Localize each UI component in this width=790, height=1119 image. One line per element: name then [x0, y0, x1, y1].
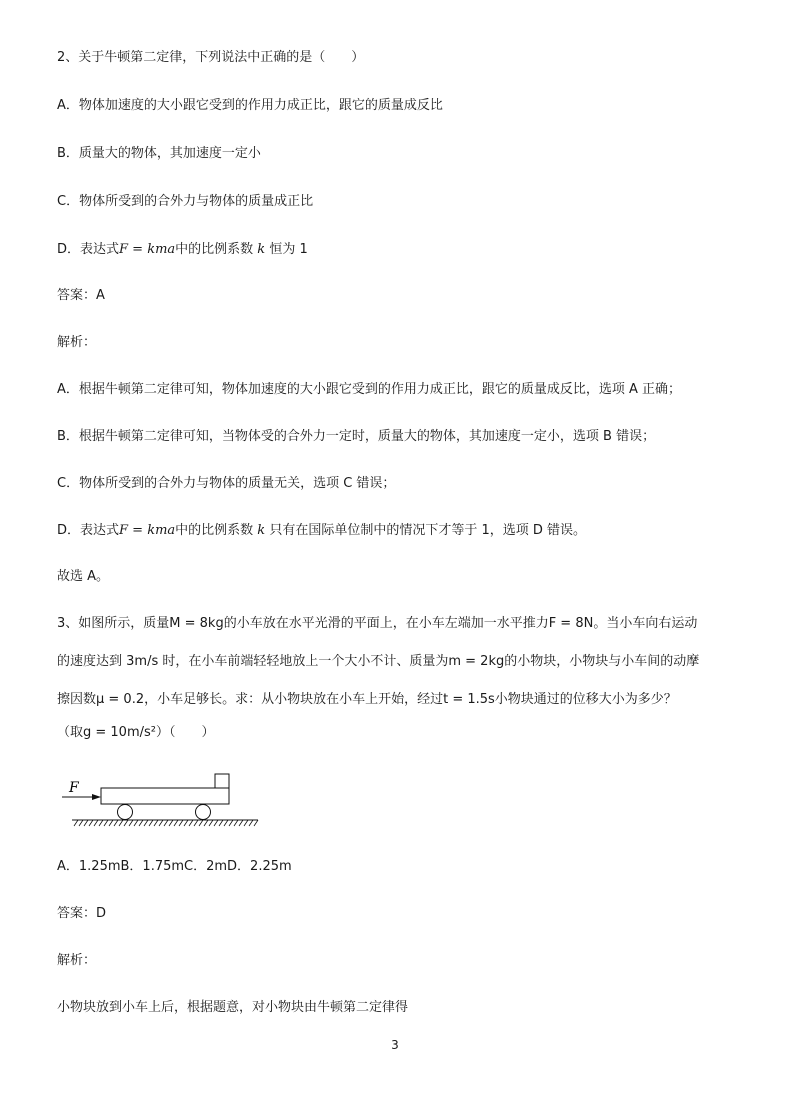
hatch-mark — [189, 820, 193, 826]
option-d-prefix: D．表达式 — [57, 242, 120, 257]
small-block — [215, 774, 229, 788]
hatch-mark — [194, 820, 198, 826]
hatch-mark — [144, 820, 148, 826]
hatch-mark — [159, 820, 163, 826]
question-stem: 2、关于牛顿第二定律，下列说法中正确的是（ ） — [57, 50, 365, 65]
analysis-b: B．根据牛顿第二定律可知，当物体受的合外力一定时，质量大的物体，其加速度一定小，选项 B 错误； — [57, 429, 656, 444]
analysis-d-prefix: D．表达式 — [57, 523, 120, 538]
hatch-mark — [169, 820, 173, 826]
cart-body — [101, 788, 229, 804]
hatch-mark — [109, 820, 113, 826]
analysis-a: A．根据牛顿第二定律可知，物体加速度的大小跟它受到的作用力成正比，跟它的质量成反比，选项 A 正确； — [57, 382, 682, 397]
hatch-mark — [134, 820, 138, 826]
hatch-mark — [239, 820, 243, 826]
option-d-suffix: 恒为 1 — [265, 242, 308, 257]
hatch-mark — [164, 820, 168, 826]
analysis-d — [57, 521, 586, 541]
force-arrowhead — [92, 794, 101, 800]
hatch-mark — [204, 820, 208, 826]
answer: 答案：D — [57, 906, 107, 921]
option-a: A．物体加速度的大小跟它受到的作用力成正比，跟它的质量成反比 — [57, 98, 443, 113]
question-stem-line-2: 的速度达到 3m/s 时，在小车前端轻轻地放上一个大小不计、质量为m = 2kg的小物块，小物块与小车间的动摩 — [57, 654, 700, 669]
hatch-mark — [79, 820, 83, 826]
hatch-mark — [94, 820, 98, 826]
hatch-mark — [234, 820, 238, 826]
formula: F = kma — [119, 523, 176, 538]
question-stem-line-4: （取g = 10m/s²）（ ） — [57, 725, 215, 740]
hatch-mark — [139, 820, 143, 826]
option-b: B．质量大的物体，其加速度一定小 — [57, 146, 261, 161]
variable-k: k — [257, 242, 266, 257]
page-number: 3 — [391, 1038, 399, 1052]
hatch-mark — [219, 820, 223, 826]
wheel-right — [196, 805, 211, 820]
hatch-mark — [184, 820, 188, 826]
hatch-mark — [209, 820, 213, 826]
analysis-line-1: 小物块放到小车上后，根据题意，对小物块由牛顿第二定律得 — [57, 1000, 409, 1015]
hatch-mark — [249, 820, 253, 826]
analysis-d-mid: 中的比例系数 — [175, 523, 258, 538]
analysis-c: C．物体所受到的合外力与物体的质量无关，选项 C 错误； — [57, 476, 396, 491]
hatch-mark — [124, 820, 128, 826]
hatch-mark — [254, 820, 258, 826]
wheel-left — [118, 805, 133, 820]
hatch-mark — [104, 820, 108, 826]
hatch-mark — [114, 820, 118, 826]
hatch-mark — [89, 820, 93, 826]
analysis-d-suffix: 只有在国际单位制中的情况下才等于 1，选项 D 错误。 — [265, 523, 586, 538]
analysis-label: 解析： — [57, 953, 97, 968]
answer: 答案：A — [57, 288, 105, 303]
option-d-mid: 中的比例系数 — [175, 242, 258, 257]
hatch-mark — [99, 820, 103, 826]
hatch-mark — [154, 820, 158, 826]
hatch-mark — [149, 820, 153, 826]
option-d — [57, 240, 308, 260]
variable-k: k — [257, 523, 266, 538]
hatch-mark — [84, 820, 88, 826]
ground-hatching — [74, 820, 258, 826]
hatch-mark — [129, 820, 133, 826]
formula: F = kma — [119, 242, 176, 257]
hatch-mark — [119, 820, 123, 826]
hatch-mark — [214, 820, 218, 826]
hatch-mark — [224, 820, 228, 826]
question-stem-line-1: 3、如图所示，质量M = 8kg的小车放在水平光滑的平面上，在小车左端加一水平推力F = 8N。当小车向右运动 — [57, 616, 698, 631]
hatch-mark — [74, 820, 78, 826]
hatch-mark — [174, 820, 178, 826]
question-stem-line-3: 擦因数μ = 0.2，小车足够长。求：从小物块放在小车上开始，经过t = 1.5s小物块通过的位移大小为多少？ — [57, 692, 677, 707]
hatch-mark — [199, 820, 203, 826]
conclusion: 故选 A。 — [57, 569, 110, 584]
hatch-mark — [179, 820, 183, 826]
option-c: C．物体所受到的合外力与物体的质量成正比 — [57, 194, 314, 209]
force-label: F — [69, 780, 79, 796]
hatch-mark — [244, 820, 248, 826]
analysis-label: 解析： — [57, 335, 97, 350]
cart-figure — [60, 768, 270, 830]
options: A．1.25mB．1.75mC．2mD．2.25m — [57, 859, 292, 874]
hatch-mark — [229, 820, 233, 826]
